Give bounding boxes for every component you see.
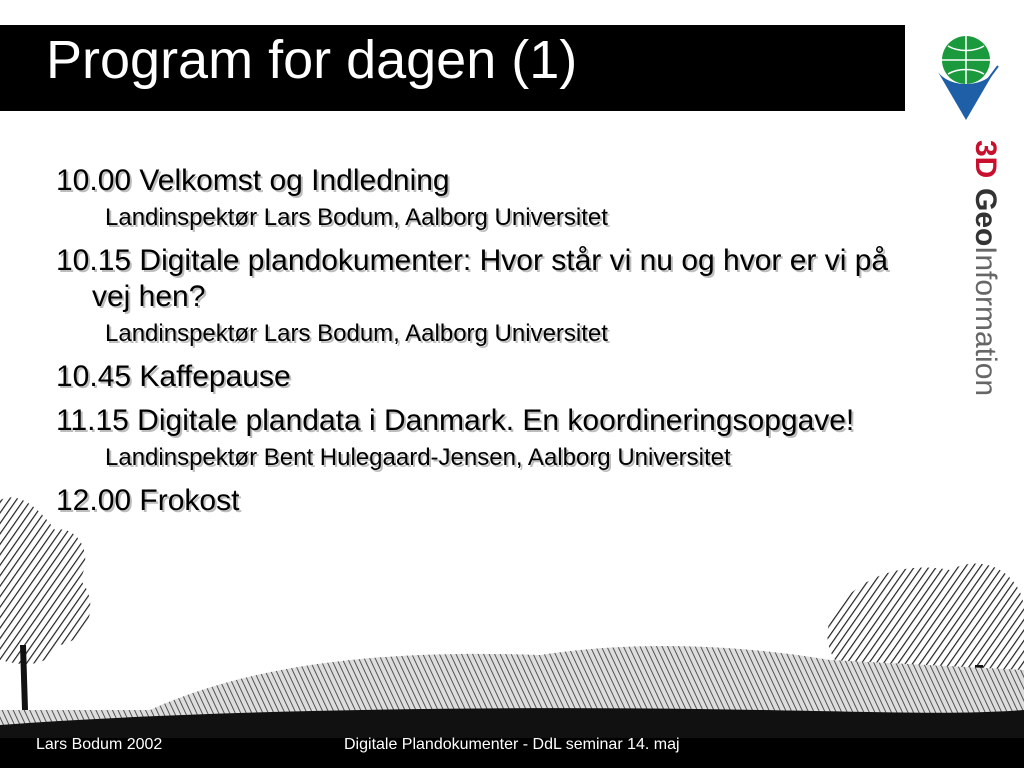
slide-title: Program for dagen (1) [46,30,578,90]
agenda-list [56,163,906,527]
agenda-item: 10.45 Kaffepause [56,360,291,393]
globe-icon [938,36,998,120]
3d-geoinformation-logo [930,30,1002,400]
agenda-item: 11.15 Digitale plandata i Danmark. En koordineringsopgave! [56,404,855,437]
logo-text-geo: Geo [969,188,1002,247]
agenda-speaker: Landinspektør Lars Bodum, Aalborg Universitet [105,320,608,347]
agenda-speaker: Landinspektør Bent Hulegaard-Jensen, Aalborg Universitet [105,444,731,471]
footer-title: Digitale Plandokumenter - DdL seminar 14. maj [344,736,680,753]
logo-text-3d: 3D [969,140,1002,179]
agenda-item: 10.15 Digitale plandokumenter: Hvor står vi nu og hvor er vi på vej hen? [56,244,889,313]
agenda-item: 10.00 Velkomst og Indledning [56,164,450,197]
footer-author: Lars Bodum 2002 [36,736,163,753]
agenda-speaker: Landinspektør Lars Bodum, Aalborg Universitet [105,204,608,231]
logo-text-information: Information [969,246,1002,397]
tree-left [0,497,90,710]
agenda-item: 12.00 Frokost [56,484,240,517]
